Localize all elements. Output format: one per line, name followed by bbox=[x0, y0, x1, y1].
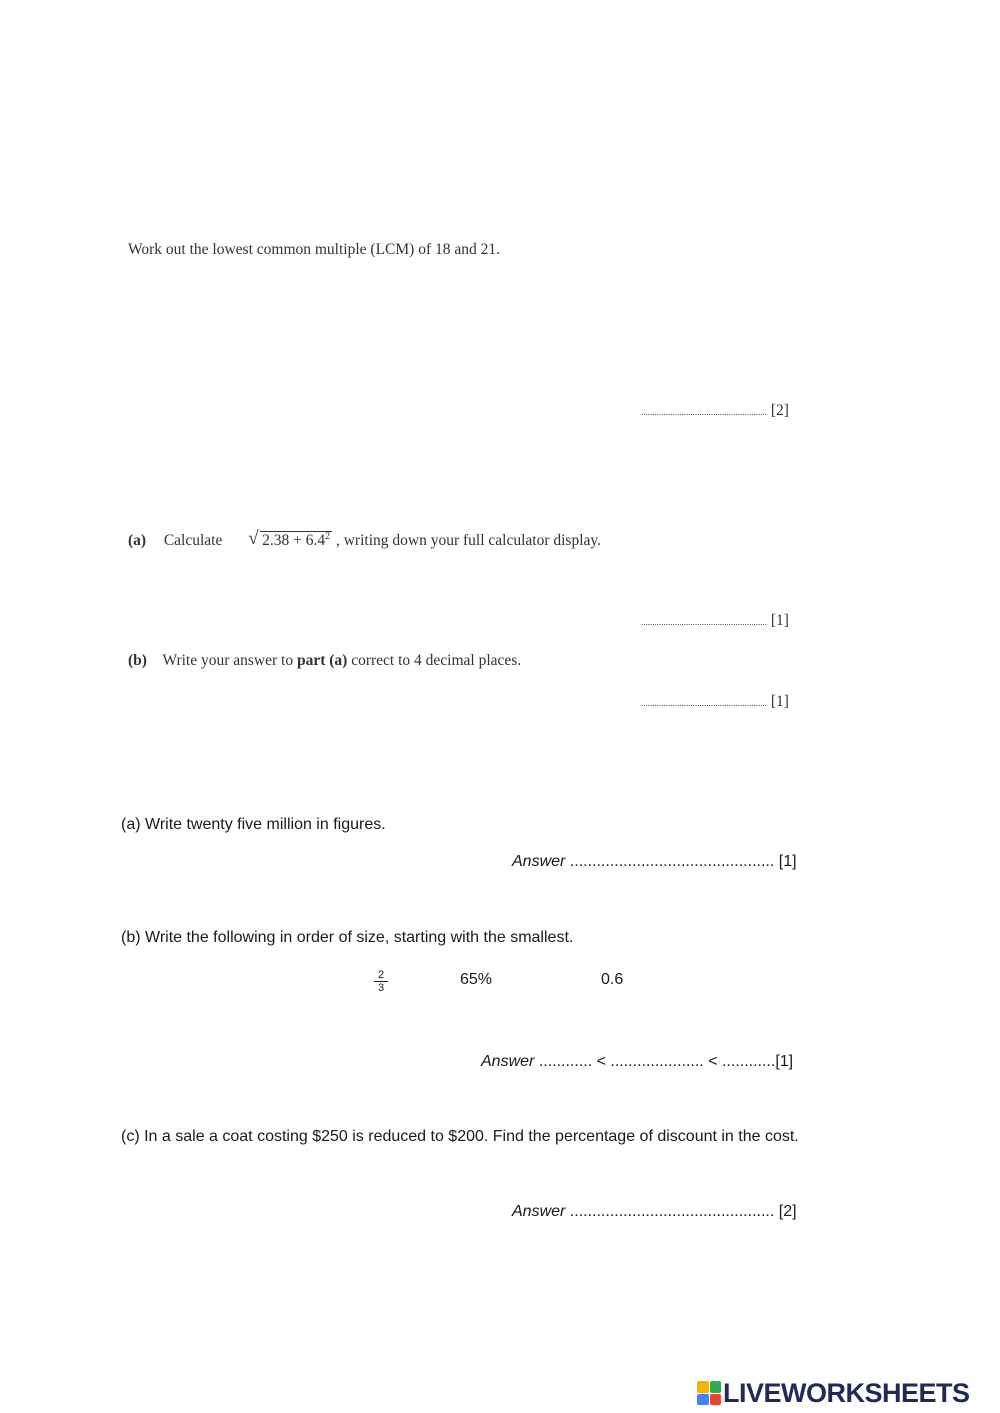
liveworksheets-logo-icon bbox=[697, 1381, 721, 1405]
q3a-marks: [1] bbox=[778, 853, 797, 870]
q2a-answer-line[interactable] bbox=[641, 612, 789, 630]
q2b-bold: part (a) bbox=[296, 652, 348, 669]
fraction-two-thirds bbox=[374, 965, 388, 994]
q3a-answer-line[interactable] bbox=[512, 853, 797, 871]
logo-square-4 bbox=[710, 1394, 722, 1406]
q1-text: Work out the lowest common multiple (LCM) of 18 and 21. bbox=[128, 241, 500, 258]
q2b-answer-line[interactable] bbox=[641, 693, 789, 711]
q3b-answer-label: Answer bbox=[481, 1053, 535, 1070]
q3a-answer-dots: .............................................. bbox=[569, 853, 775, 870]
liveworksheets-logo-text: LIVEWORKSHEETS bbox=[723, 1377, 970, 1408]
fraction-denominator: 3 bbox=[378, 982, 385, 994]
q3c-text: (c) In a sale a coat costing $250 is reduced to $200. Find the percentage of discount in the cost. bbox=[121, 1128, 799, 1145]
q2b-text-1: Write your answer to bbox=[162, 652, 294, 669]
q3c-answer-dots: .............................................. bbox=[569, 1203, 775, 1220]
q3c-answer-line[interactable] bbox=[512, 1203, 797, 1221]
q3b-text: (b) Write the following in order of size, starting with the smallest. bbox=[121, 929, 574, 946]
logo-square-3 bbox=[697, 1394, 709, 1406]
q3c-answer-label: Answer bbox=[512, 1203, 566, 1220]
radicand: 2.38 + 6.4 bbox=[262, 532, 326, 550]
q1-marks: [2] bbox=[770, 402, 789, 419]
q3b-answer-rest: ............ < ..................... < ............[1] bbox=[538, 1053, 794, 1070]
fraction-numerator: 2 bbox=[374, 969, 388, 982]
q2a-text-before: Calculate bbox=[163, 532, 223, 550]
logo-square-1 bbox=[697, 1381, 709, 1393]
q2b-marks: [1] bbox=[770, 693, 789, 710]
q3a-text: (a) Write twenty five million in figures. bbox=[121, 816, 386, 833]
q3b-item-decimal: 0.6 bbox=[601, 971, 624, 988]
q1-answer-line[interactable] bbox=[641, 402, 789, 420]
radical-sign-icon: √ bbox=[248, 528, 259, 549]
q2a-question bbox=[128, 528, 602, 550]
q2b-question bbox=[128, 652, 521, 670]
q1-answer-dots: ........................................................ bbox=[641, 407, 767, 417]
q3b-item-percent: 65% bbox=[460, 971, 493, 988]
q3b-answer-line[interactable] bbox=[481, 1053, 793, 1071]
liveworksheets-logo bbox=[697, 1378, 993, 1408]
q2a-label: (a) bbox=[128, 532, 147, 550]
q2b-label: (b) bbox=[128, 652, 147, 669]
logo-square-2 bbox=[710, 1381, 722, 1393]
square-root-expression bbox=[248, 528, 332, 550]
q2b-text-2: correct to 4 decimal places. bbox=[351, 652, 522, 669]
exponent: 2 bbox=[325, 531, 331, 542]
q3c-marks: [2] bbox=[778, 1203, 797, 1220]
q2a-text-after: , writing down your full calculator display. bbox=[335, 532, 602, 550]
q2b-answer-dots: ........................................................ bbox=[641, 698, 767, 708]
q3a-answer-label: Answer bbox=[512, 853, 566, 870]
q2a-answer-dots: ........................................................ bbox=[641, 617, 767, 627]
q2a-marks: [1] bbox=[770, 612, 789, 629]
